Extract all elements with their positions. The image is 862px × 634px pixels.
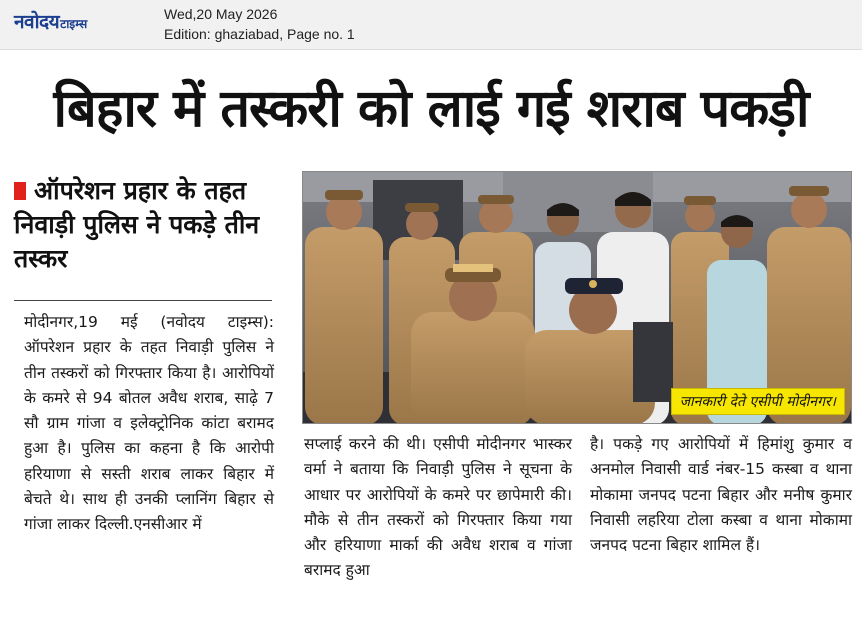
subheadline-block [14,174,276,276]
photo-caption: जानकारी देते एसीपी मोदीनगर। [671,388,845,415]
article-column-2 [304,432,572,584]
article-photo [302,171,852,424]
section-divider [14,300,272,301]
newspaper-logo[interactable] [14,8,87,34]
subheadline-text: ऑपरेशन प्रहार के तहत निवाड़ी पुलिस ने पकड़े तीन तस्कर [14,176,260,273]
edition-info [164,4,355,44]
edition-page: Edition: ghaziabad, Page no. 1 [164,26,355,42]
red-square-marker-icon [14,182,26,200]
top-bar [0,0,862,50]
subheadline [14,174,276,276]
column-3-text: है। पकड़े गए आरोपियों में हिमांशु कुमार व अनमोल निवासी वार्ड नंबर-15 कस्बा व थाना मोकामा जनपद पटना बिहार और मनीष कुमार निवासी लहरिया टोला कस्बा व थाना मोकामा जनपद पटना बिहार शामिल हैं। [590,435,852,555]
logo-sub-text: टाइम्स [60,17,88,31]
headline-container [0,56,862,156]
article-column-3 [590,432,852,558]
headline: बिहार में तस्करी को लाई गई शराब पकड़ी [53,78,809,139]
police-group-photo-image [303,172,852,424]
column-1-text: मोदीनगर,19 मई (नवोदय टाइम्स): ऑपरेशन प्रहार के तहत निवाड़ी पुलिस ने तीन तस्करों को गिरफ्तार किया है। आरोपियों के कमरे से 94 बोतल अवैध शराब, साढ़े 7 सौ ग्राम गांजा व इलेक्ट्रोनिक कांटा बरामद हुआ है। पुलिस का कहना है कि आरोपी हरियाणा से सस्ती शराब लाकर बिहार में बेचते थे। साथ ही उनकी प्लानिंग बिहार से गांजा लाकर दिल्ली.एनसीआर में [24,313,274,534]
logo-main-text: नवोदय [14,11,60,33]
article-column-1 [24,310,274,538]
publication-date: Wed,20 May 2026 [164,6,278,22]
column-2-text: सप्लाई करने की थी। एसीपी मोदीनगर भास्कर वर्मा ने बताया कि निवाड़ी पुलिस ने सूचना के आधार पर आरोपियों के कमरे पर छापेमारी की। मौके से तीन तस्करों को गिरफ्तार किया गया और हरियाणा मार्का की अवैध शराब व गांजा बरामद हुआ [304,435,572,580]
